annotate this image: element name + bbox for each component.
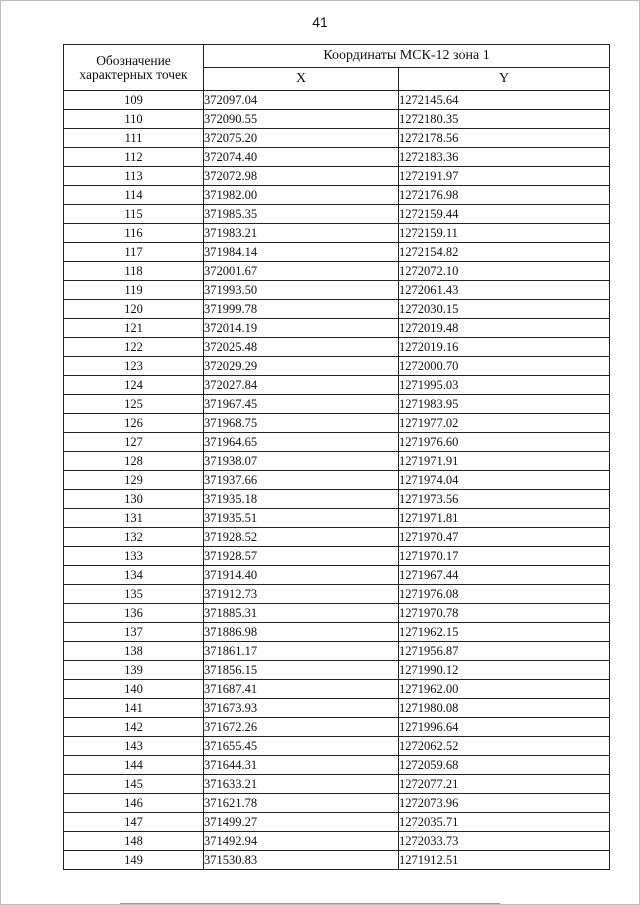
x-coordinate-cell: 371912.73 bbox=[204, 585, 399, 604]
point-number-cell: 109 bbox=[64, 91, 204, 110]
y-coordinate-cell: 1272176.98 bbox=[399, 186, 610, 205]
x-coordinate-cell: 371982.00 bbox=[204, 186, 399, 205]
point-number-cell: 145 bbox=[64, 775, 204, 794]
y-coordinate-cell: 1271912.51 bbox=[399, 851, 610, 870]
x-coordinate-cell: 372090.55 bbox=[204, 110, 399, 129]
y-coordinate-cell: 1272019.48 bbox=[399, 319, 610, 338]
point-number-cell: 133 bbox=[64, 547, 204, 566]
y-coordinate-cell: 1271996.64 bbox=[399, 718, 610, 737]
y-coordinate-cell: 1272033.73 bbox=[399, 832, 610, 851]
x-coordinate-cell: 371856.15 bbox=[204, 661, 399, 680]
point-number-cell: 122 bbox=[64, 338, 204, 357]
x-coordinate-cell: 371985.35 bbox=[204, 205, 399, 224]
y-coordinate-cell: 1272062.52 bbox=[399, 737, 610, 756]
table-row bbox=[64, 91, 610, 110]
table-row bbox=[64, 737, 610, 756]
x-coordinate-cell: 371938.07 bbox=[204, 452, 399, 471]
point-number-cell: 136 bbox=[64, 604, 204, 623]
point-number-cell: 125 bbox=[64, 395, 204, 414]
y-coordinate-cell: 1271990.12 bbox=[399, 661, 610, 680]
table-row bbox=[64, 604, 610, 623]
table-row bbox=[64, 452, 610, 471]
y-coordinate-cell: 1271962.00 bbox=[399, 680, 610, 699]
table-row bbox=[64, 167, 610, 186]
y-coordinate-cell: 1271970.47 bbox=[399, 528, 610, 547]
point-number-cell: 139 bbox=[64, 661, 204, 680]
x-coordinate-cell: 371967.45 bbox=[204, 395, 399, 414]
table-row bbox=[64, 832, 610, 851]
y-coordinate-cell: 1271983.95 bbox=[399, 395, 610, 414]
table-row bbox=[64, 718, 610, 737]
table-row bbox=[64, 224, 610, 243]
point-number-cell: 119 bbox=[64, 281, 204, 300]
point-number-cell: 144 bbox=[64, 756, 204, 775]
point-number-cell: 126 bbox=[64, 414, 204, 433]
x-coordinate-cell: 371968.75 bbox=[204, 414, 399, 433]
point-number-cell: 137 bbox=[64, 623, 204, 642]
table-row bbox=[64, 281, 610, 300]
table-row bbox=[64, 357, 610, 376]
point-number-cell: 132 bbox=[64, 528, 204, 547]
point-number-cell: 124 bbox=[64, 376, 204, 395]
y-coordinate-cell: 1271980.08 bbox=[399, 699, 610, 718]
x-coordinate-cell: 371672.26 bbox=[204, 718, 399, 737]
point-designation-header: Обозначение характерных точек bbox=[64, 45, 204, 91]
point-number-cell: 141 bbox=[64, 699, 204, 718]
x-coordinate-cell: 372001.67 bbox=[204, 262, 399, 281]
x-coordinate-cell: 372072.98 bbox=[204, 167, 399, 186]
x-coordinate-cell: 372075.20 bbox=[204, 129, 399, 148]
table-row bbox=[64, 623, 610, 642]
table-row bbox=[64, 547, 610, 566]
point-number-cell: 131 bbox=[64, 509, 204, 528]
point-number-cell: 127 bbox=[64, 433, 204, 452]
table-row bbox=[64, 262, 610, 281]
point-number-cell: 142 bbox=[64, 718, 204, 737]
y-coordinate-cell: 1272178.56 bbox=[399, 129, 610, 148]
table-row bbox=[64, 566, 610, 585]
table-row bbox=[64, 148, 610, 167]
table-row bbox=[64, 756, 610, 775]
table-row bbox=[64, 490, 610, 509]
x-coordinate-cell: 372074.40 bbox=[204, 148, 399, 167]
point-number-cell: 114 bbox=[64, 186, 204, 205]
x-coordinate-cell: 371999.78 bbox=[204, 300, 399, 319]
point-number-cell: 138 bbox=[64, 642, 204, 661]
point-number-cell: 135 bbox=[64, 585, 204, 604]
table-row bbox=[64, 205, 610, 224]
table-row bbox=[64, 509, 610, 528]
x-coordinate-cell: 371886.98 bbox=[204, 623, 399, 642]
y-coordinate-cell: 1272072.10 bbox=[399, 262, 610, 281]
table-row bbox=[64, 680, 610, 699]
y-coordinate-cell: 1272180.35 bbox=[399, 110, 610, 129]
y-coordinate-cell: 1272019.16 bbox=[399, 338, 610, 357]
x-coordinate-cell: 371633.21 bbox=[204, 775, 399, 794]
x-coordinate-cell: 371928.57 bbox=[204, 547, 399, 566]
x-column-header: X bbox=[204, 68, 399, 91]
x-coordinate-cell: 371983.21 bbox=[204, 224, 399, 243]
x-coordinate-cell: 371655.45 bbox=[204, 737, 399, 756]
bottom-rule bbox=[120, 903, 500, 904]
point-number-cell: 128 bbox=[64, 452, 204, 471]
y-coordinate-cell: 1272061.43 bbox=[399, 281, 610, 300]
point-number-cell: 117 bbox=[64, 243, 204, 262]
y-coordinate-cell: 1271970.17 bbox=[399, 547, 610, 566]
x-coordinate-cell: 371935.18 bbox=[204, 490, 399, 509]
y-coordinate-cell: 1271970.78 bbox=[399, 604, 610, 623]
table-row bbox=[64, 433, 610, 452]
y-column-header: Y bbox=[399, 68, 610, 91]
point-number-cell: 147 bbox=[64, 813, 204, 832]
x-coordinate-cell: 372029.29 bbox=[204, 357, 399, 376]
y-coordinate-cell: 1271995.03 bbox=[399, 376, 610, 395]
x-coordinate-cell: 371530.83 bbox=[204, 851, 399, 870]
x-coordinate-cell: 371928.52 bbox=[204, 528, 399, 547]
x-coordinate-cell: 372025.48 bbox=[204, 338, 399, 357]
y-coordinate-cell: 1272073.96 bbox=[399, 794, 610, 813]
point-number-cell: 143 bbox=[64, 737, 204, 756]
table-row bbox=[64, 338, 610, 357]
x-coordinate-cell: 372014.19 bbox=[204, 319, 399, 338]
point-number-cell: 149 bbox=[64, 851, 204, 870]
y-coordinate-cell: 1271956.87 bbox=[399, 642, 610, 661]
table-row bbox=[64, 642, 610, 661]
x-coordinate-cell: 371861.17 bbox=[204, 642, 399, 661]
table-row bbox=[64, 395, 610, 414]
y-coordinate-cell: 1271967.44 bbox=[399, 566, 610, 585]
y-coordinate-cell: 1272030.15 bbox=[399, 300, 610, 319]
y-coordinate-cell: 1272035.71 bbox=[399, 813, 610, 832]
point-number-cell: 111 bbox=[64, 129, 204, 148]
y-coordinate-cell: 1271962.15 bbox=[399, 623, 610, 642]
y-coordinate-cell: 1271971.91 bbox=[399, 452, 610, 471]
coordinates-table bbox=[63, 44, 610, 870]
table-row bbox=[64, 186, 610, 205]
x-coordinate-cell: 371937.66 bbox=[204, 471, 399, 490]
table-row bbox=[64, 300, 610, 319]
table-row bbox=[64, 528, 610, 547]
table-row bbox=[64, 471, 610, 490]
table-row bbox=[64, 110, 610, 129]
x-coordinate-cell: 371964.65 bbox=[204, 433, 399, 452]
y-coordinate-cell: 1272191.97 bbox=[399, 167, 610, 186]
x-coordinate-cell: 371492.94 bbox=[204, 832, 399, 851]
table-body bbox=[64, 91, 610, 870]
point-number-cell: 148 bbox=[64, 832, 204, 851]
y-coordinate-cell: 1271974.04 bbox=[399, 471, 610, 490]
x-coordinate-cell: 371499.27 bbox=[204, 813, 399, 832]
point-number-cell: 115 bbox=[64, 205, 204, 224]
point-number-cell: 121 bbox=[64, 319, 204, 338]
page-number: 41 bbox=[312, 14, 328, 30]
x-coordinate-cell: 372097.04 bbox=[204, 91, 399, 110]
table-row bbox=[64, 699, 610, 718]
y-coordinate-cell: 1271977.02 bbox=[399, 414, 610, 433]
x-coordinate-cell: 371687.41 bbox=[204, 680, 399, 699]
y-coordinate-cell: 1272000.70 bbox=[399, 357, 610, 376]
y-coordinate-cell: 1272183.36 bbox=[399, 148, 610, 167]
table-row bbox=[64, 813, 610, 832]
table-row bbox=[64, 319, 610, 338]
table-row bbox=[64, 661, 610, 680]
point-number-cell: 140 bbox=[64, 680, 204, 699]
y-coordinate-cell: 1272159.44 bbox=[399, 205, 610, 224]
x-coordinate-cell: 371984.14 bbox=[204, 243, 399, 262]
x-coordinate-cell: 372027.84 bbox=[204, 376, 399, 395]
table-row bbox=[64, 376, 610, 395]
y-coordinate-cell: 1271976.60 bbox=[399, 433, 610, 452]
table-row bbox=[64, 794, 610, 813]
table-row bbox=[64, 585, 610, 604]
y-coordinate-cell: 1272159.11 bbox=[399, 224, 610, 243]
coordinate-system-header: Координаты МСК-12 зона 1 bbox=[204, 45, 610, 68]
x-coordinate-cell: 371935.51 bbox=[204, 509, 399, 528]
point-number-cell: 130 bbox=[64, 490, 204, 509]
x-coordinate-cell: 371673.93 bbox=[204, 699, 399, 718]
point-number-cell: 123 bbox=[64, 357, 204, 376]
point-number-cell: 116 bbox=[64, 224, 204, 243]
point-number-cell: 134 bbox=[64, 566, 204, 585]
point-number-cell: 146 bbox=[64, 794, 204, 813]
table-row bbox=[64, 414, 610, 433]
point-number-cell: 113 bbox=[64, 167, 204, 186]
x-coordinate-cell: 371644.31 bbox=[204, 756, 399, 775]
point-number-cell: 129 bbox=[64, 471, 204, 490]
table-row bbox=[64, 775, 610, 794]
y-coordinate-cell: 1271971.81 bbox=[399, 509, 610, 528]
table-row bbox=[64, 851, 610, 870]
y-coordinate-cell: 1272154.82 bbox=[399, 243, 610, 262]
x-coordinate-cell: 371914.40 bbox=[204, 566, 399, 585]
point-number-cell: 120 bbox=[64, 300, 204, 319]
y-coordinate-cell: 1271976.08 bbox=[399, 585, 610, 604]
point-number-cell: 110 bbox=[64, 110, 204, 129]
y-coordinate-cell: 1271973.56 bbox=[399, 490, 610, 509]
y-coordinate-cell: 1272077.21 bbox=[399, 775, 610, 794]
x-coordinate-cell: 371993.50 bbox=[204, 281, 399, 300]
x-coordinate-cell: 371885.31 bbox=[204, 604, 399, 623]
y-coordinate-cell: 1272059.68 bbox=[399, 756, 610, 775]
y-coordinate-cell: 1272145.64 bbox=[399, 91, 610, 110]
table-row bbox=[64, 129, 610, 148]
table-row bbox=[64, 243, 610, 262]
x-coordinate-cell: 371621.78 bbox=[204, 794, 399, 813]
point-number-cell: 112 bbox=[64, 148, 204, 167]
point-number-cell: 118 bbox=[64, 262, 204, 281]
